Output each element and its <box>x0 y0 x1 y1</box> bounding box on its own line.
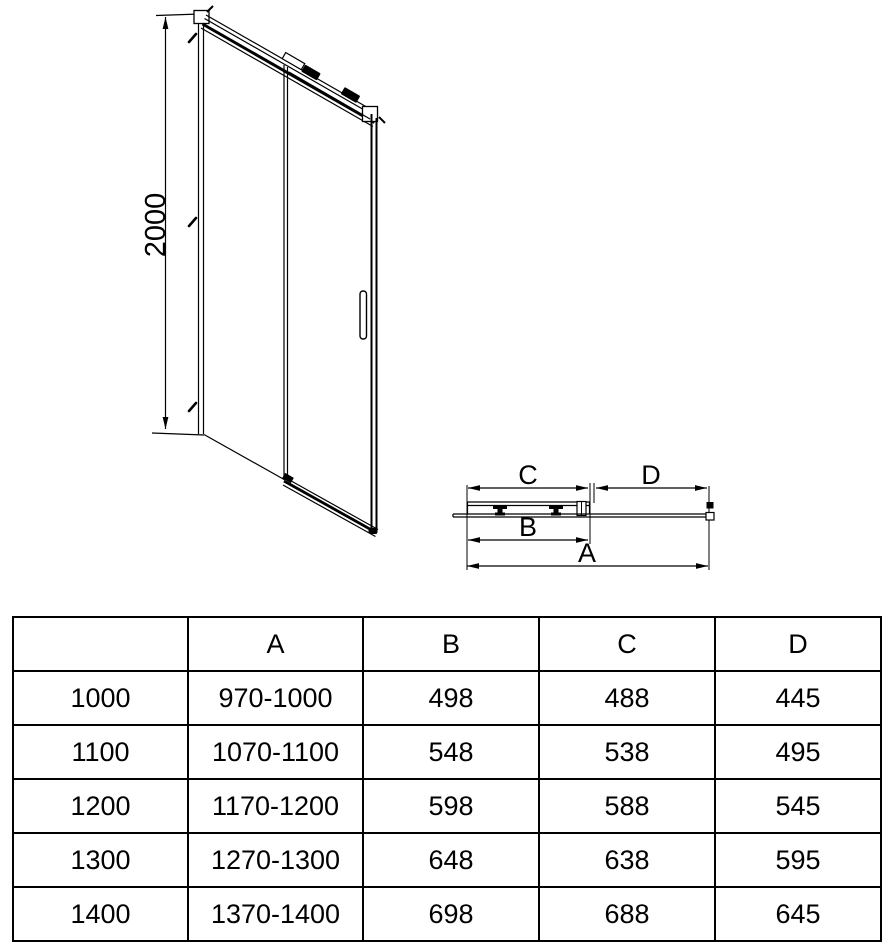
table-cell: 698 <box>363 887 539 941</box>
height-dim-text: 2000 <box>140 192 172 258</box>
dimension-d <box>596 460 707 490</box>
table-cell: 1200 <box>13 779 188 833</box>
plan-dim-d-label: D <box>641 460 661 490</box>
size-table-body <box>13 671 881 941</box>
table-cell: 598 <box>363 779 539 833</box>
table-header-cell <box>13 617 188 671</box>
table-cell: 595 <box>715 833 881 887</box>
table-cell: 445 <box>715 671 881 725</box>
table-cell: 1370-1400 <box>188 887 363 941</box>
table-row <box>13 887 881 941</box>
table-cell: 588 <box>539 779 715 833</box>
dimension-a <box>467 538 708 568</box>
panel-divider <box>284 65 288 480</box>
table-header-cell: C <box>539 617 715 671</box>
table-cell: 645 <box>715 887 881 941</box>
bottom-rail <box>282 473 378 537</box>
table-cell: 538 <box>539 725 715 779</box>
height-dimension <box>140 14 204 435</box>
table-cell: 545 <box>715 779 881 833</box>
table-cell: 1070-1100 <box>188 725 363 779</box>
rail-end-cap <box>363 107 378 122</box>
table-cell: 548 <box>363 725 539 779</box>
roller-block <box>341 87 361 103</box>
fixed-panel-bottom-edge <box>204 435 285 481</box>
right-wall-profile <box>369 114 378 534</box>
table-cell: 1300 <box>13 833 188 887</box>
table-cell: 498 <box>363 671 539 725</box>
dimension-c <box>468 460 588 490</box>
table-cell: 1100 <box>13 725 188 779</box>
table-row <box>13 725 881 779</box>
plan-dim-a-label: A <box>577 538 597 568</box>
table-row <box>13 671 881 725</box>
plan-dim-c-label: C <box>518 460 538 490</box>
table-cell: 488 <box>539 671 715 725</box>
table-cell: 648 <box>363 833 539 887</box>
table-cell: 1000 <box>13 671 188 725</box>
top-rail <box>201 15 385 127</box>
rail-bracket <box>282 53 305 70</box>
table-cell: 638 <box>539 833 715 887</box>
table-header-cell: B <box>363 617 539 671</box>
plan-view-drawing <box>453 460 714 570</box>
table-row <box>13 779 881 833</box>
table-cell: 1400 <box>13 887 188 941</box>
table-cell: 1270-1300 <box>188 833 363 887</box>
table-cell: 495 <box>715 725 881 779</box>
roller-block <box>301 65 321 81</box>
wall-bracket-icon <box>189 34 196 411</box>
front-view-drawing <box>140 6 385 537</box>
size-table-head-row <box>13 617 881 671</box>
plan-dim-b-label: B <box>518 512 538 542</box>
table-cell: 688 <box>539 887 715 941</box>
table-header-cell: D <box>715 617 881 671</box>
table-row <box>13 833 881 887</box>
door-handle <box>360 291 367 339</box>
size-table <box>12 616 882 942</box>
table-cell: 1170-1200 <box>188 779 363 833</box>
table-header-cell: A <box>188 617 363 671</box>
plan-wall-profile <box>706 502 714 520</box>
left-wall-profile <box>189 6 213 434</box>
table-cell: 970-1000 <box>188 671 363 725</box>
